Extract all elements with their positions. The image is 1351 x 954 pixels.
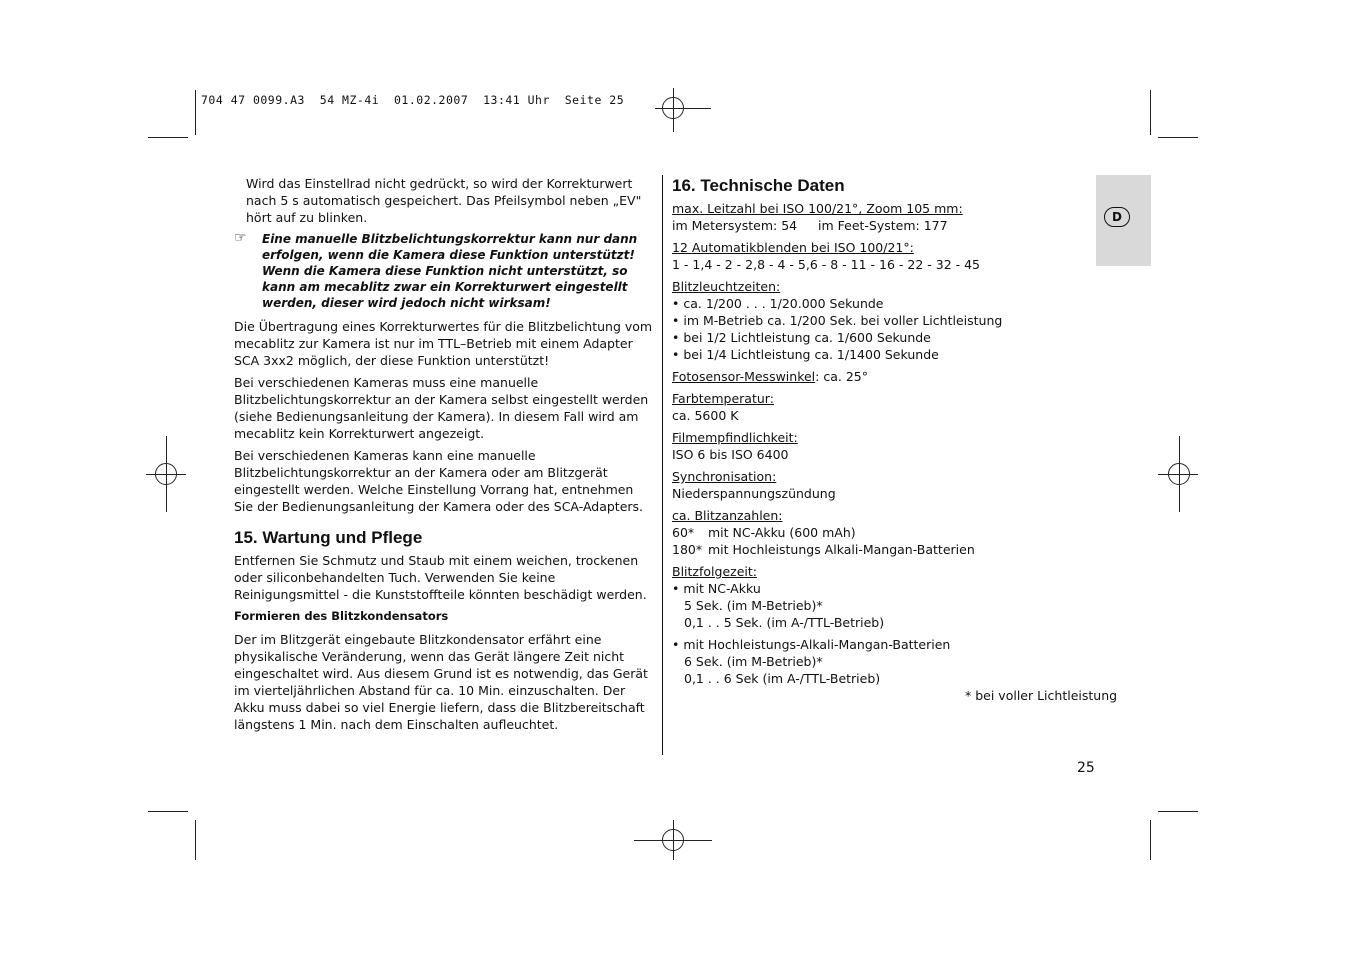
list-item: 0,1 . . 5 Sek. (im A-/TTL-Betrieb)	[684, 615, 885, 630]
spec-label: Synchronisation:	[672, 469, 777, 484]
print-header: 704 47 0099.A3 54 MZ-4i 01.02.2007 13:41 Uhr Seite 25	[201, 93, 625, 107]
registration-mark-icon	[673, 820, 674, 860]
spec-label: Blitzfolgezeit:	[672, 564, 757, 579]
paragraph: Bei verschiedenen Kameras muss eine manuelle Blitzbelichtungskorrektur an der Kamera selbst eingestellt werden (siehe Bedienungsanleitung der Kamera). In diesem Fall wird am mecablitz kein Korrekturwert angezeigt.	[234, 375, 649, 441]
spec-label: ca. Blitzanzahlen:	[672, 508, 783, 523]
registration-mark-icon	[1158, 474, 1198, 475]
spec-label: Farbtemperatur:	[672, 391, 774, 406]
left-column	[234, 175, 656, 738]
right-column	[672, 175, 1092, 692]
paragraph: Bei verschiedenen Kameras kann eine manuelle Blitzbelichtungskorrektur an der Kamera oder am Blitzgerät eingestellt werden. Welche Einstellung Vorrang hat, entnehmen Sie der Bedienungsanleitung der Kamera oder des SCA-Adapters.	[234, 448, 644, 514]
list-item: • mit Hochleistungs-Alkali-Mangan-Batterien	[672, 637, 951, 652]
intro-paragraph: Wird das Einstellrad nicht gedrückt, so wird der Korrekturwert nach 5 s automatisch gespeichert. Das Pfeilsymbol neben „EV" hört auf zu blinken.	[246, 176, 642, 225]
footnote: * bei voller Lichtleistung	[965, 688, 1118, 703]
registration-mark-icon	[166, 436, 167, 512]
list-item: • ca. 1/200 . . . 1/20.000 Sekunde	[672, 296, 884, 311]
registration-mark-icon	[655, 108, 711, 109]
subheading: Formieren des Blitzkondensators	[234, 609, 449, 623]
crop-mark	[1150, 90, 1151, 135]
crop-mark	[1158, 137, 1198, 138]
spec-value: Niederspannungszündung	[672, 486, 836, 501]
spec-blenden	[672, 239, 1092, 273]
spec-leuchtzeiten	[672, 278, 1092, 363]
spec-farbtemperatur	[672, 390, 1092, 424]
list-item: 5 Sek. (im M-Betrieb)*	[684, 598, 823, 613]
spec-label: max. Leitzahl bei ISO 100/21°, Zoom 105 mm:	[672, 201, 963, 216]
spec-blitzanzahlen	[672, 507, 1092, 558]
spec-label: Blitzleuchtzeiten:	[672, 279, 781, 294]
crop-mark	[1150, 820, 1151, 860]
paragraph: Der im Blitzgerät eingebaute Blitzkondensator erfährt eine physikalische Veränderung, wenn das Gerät längere Zeit nicht eingeschaltet wird. Aus diesem Grund ist es notwendig, das Gerät im vierteljährlichen Abstand für ca. 10 Min. einzuschalten. Der Akku muss dabei so viel Energie liefern, dass die Blitzbereitschaft längstens 1 Min. nach dem Einschalten aufleuchtet.	[234, 632, 648, 732]
spec-label: Filmempfindlichkeit:	[672, 430, 798, 445]
note-text: Eine manuelle Blitzbelichtungskorrektur kann nur dann erfolgen, wenn die Kamera diese Funktion unterstützt! Wenn die Kamera diese Funktion nicht unterstützt, so kann am mecablitz zwar ein Korrekturwert eingestellt werden, dieser wird jedoch nicht wirksam!	[262, 232, 638, 310]
list-item: • bei 1/4 Lichtleistung ca. 1/1400 Sekunde	[672, 347, 939, 362]
section-heading: 16. Technische Daten	[672, 176, 845, 195]
column-divider	[662, 175, 663, 755]
spec-label: 12 Automatikblenden bei ISO 100/21°:	[672, 240, 914, 255]
list-item: 0,1 . . 6 Sek (im A-/TTL-Betrieb)	[684, 671, 881, 686]
list-item: 6 Sek. (im M-Betrieb)*	[684, 654, 823, 669]
crop-mark	[195, 90, 196, 135]
note-block	[234, 231, 656, 311]
list-item: 60* mit NC-Akku (600 mAh)	[672, 525, 856, 540]
list-item: • im M-Betrieb ca. 1/200 Sek. bei voller Lichtleistung	[672, 313, 1003, 328]
language-badge: D	[1104, 207, 1130, 227]
list-item: • mit NC-Akku	[672, 581, 761, 596]
crop-mark	[148, 811, 188, 812]
spec-value: ca. 5600 K	[672, 408, 739, 423]
spec-leitzahl	[672, 200, 1092, 234]
pointing-hand-icon: ☞	[234, 230, 247, 246]
list-item: • bei 1/2 Lichtleistung ca. 1/600 Sekunde	[672, 330, 931, 345]
crop-mark	[148, 137, 188, 138]
spec-sync	[672, 468, 1092, 502]
crop-mark	[1158, 811, 1198, 812]
section-heading: 15. Wartung und Pflege	[234, 528, 423, 547]
registration-mark-icon	[673, 88, 674, 132]
spec-fotosensor	[672, 368, 1092, 385]
spec-blitzfolgezeit	[672, 563, 1092, 687]
list-item: 180* mit Hochleistungs Alkali-Mangan-Batterien	[672, 542, 975, 557]
spec-value: ISO 6 bis ISO 6400	[672, 447, 789, 462]
paragraph: Entfernen Sie Schmutz und Staub mit einem weichen, trockenen oder siliconbehandelten Tuch. Verwenden Sie keine Reinigungsmittel - die Kunststoffteile könnten beschädigt werden.	[234, 553, 647, 602]
spec-film	[672, 429, 1092, 463]
spec-value: im Metersystem: 54 im Feet-System: 177	[672, 218, 948, 233]
paragraph: Die Übertragung eines Korrekturwertes für die Blitzbelichtung vom mecablitz zur Kamera ist nur im TTL–Betrieb mit einem Adapter SCA 3xx2 möglich, der diese Funktion unterstützt!	[234, 319, 653, 368]
page-number: 25	[1077, 760, 1095, 776]
crop-mark	[195, 820, 196, 860]
language-tab	[1096, 175, 1151, 266]
spec-label: Fotosensor-Messwinkel	[672, 369, 816, 384]
registration-mark-icon	[1179, 436, 1180, 512]
spec-value: : ca. 25°	[815, 369, 868, 384]
spec-value: 1 - 1,4 - 2 - 2,8 - 4 - 5,6 - 8 - 11 - 16 - 22 - 32 - 45	[672, 257, 981, 272]
